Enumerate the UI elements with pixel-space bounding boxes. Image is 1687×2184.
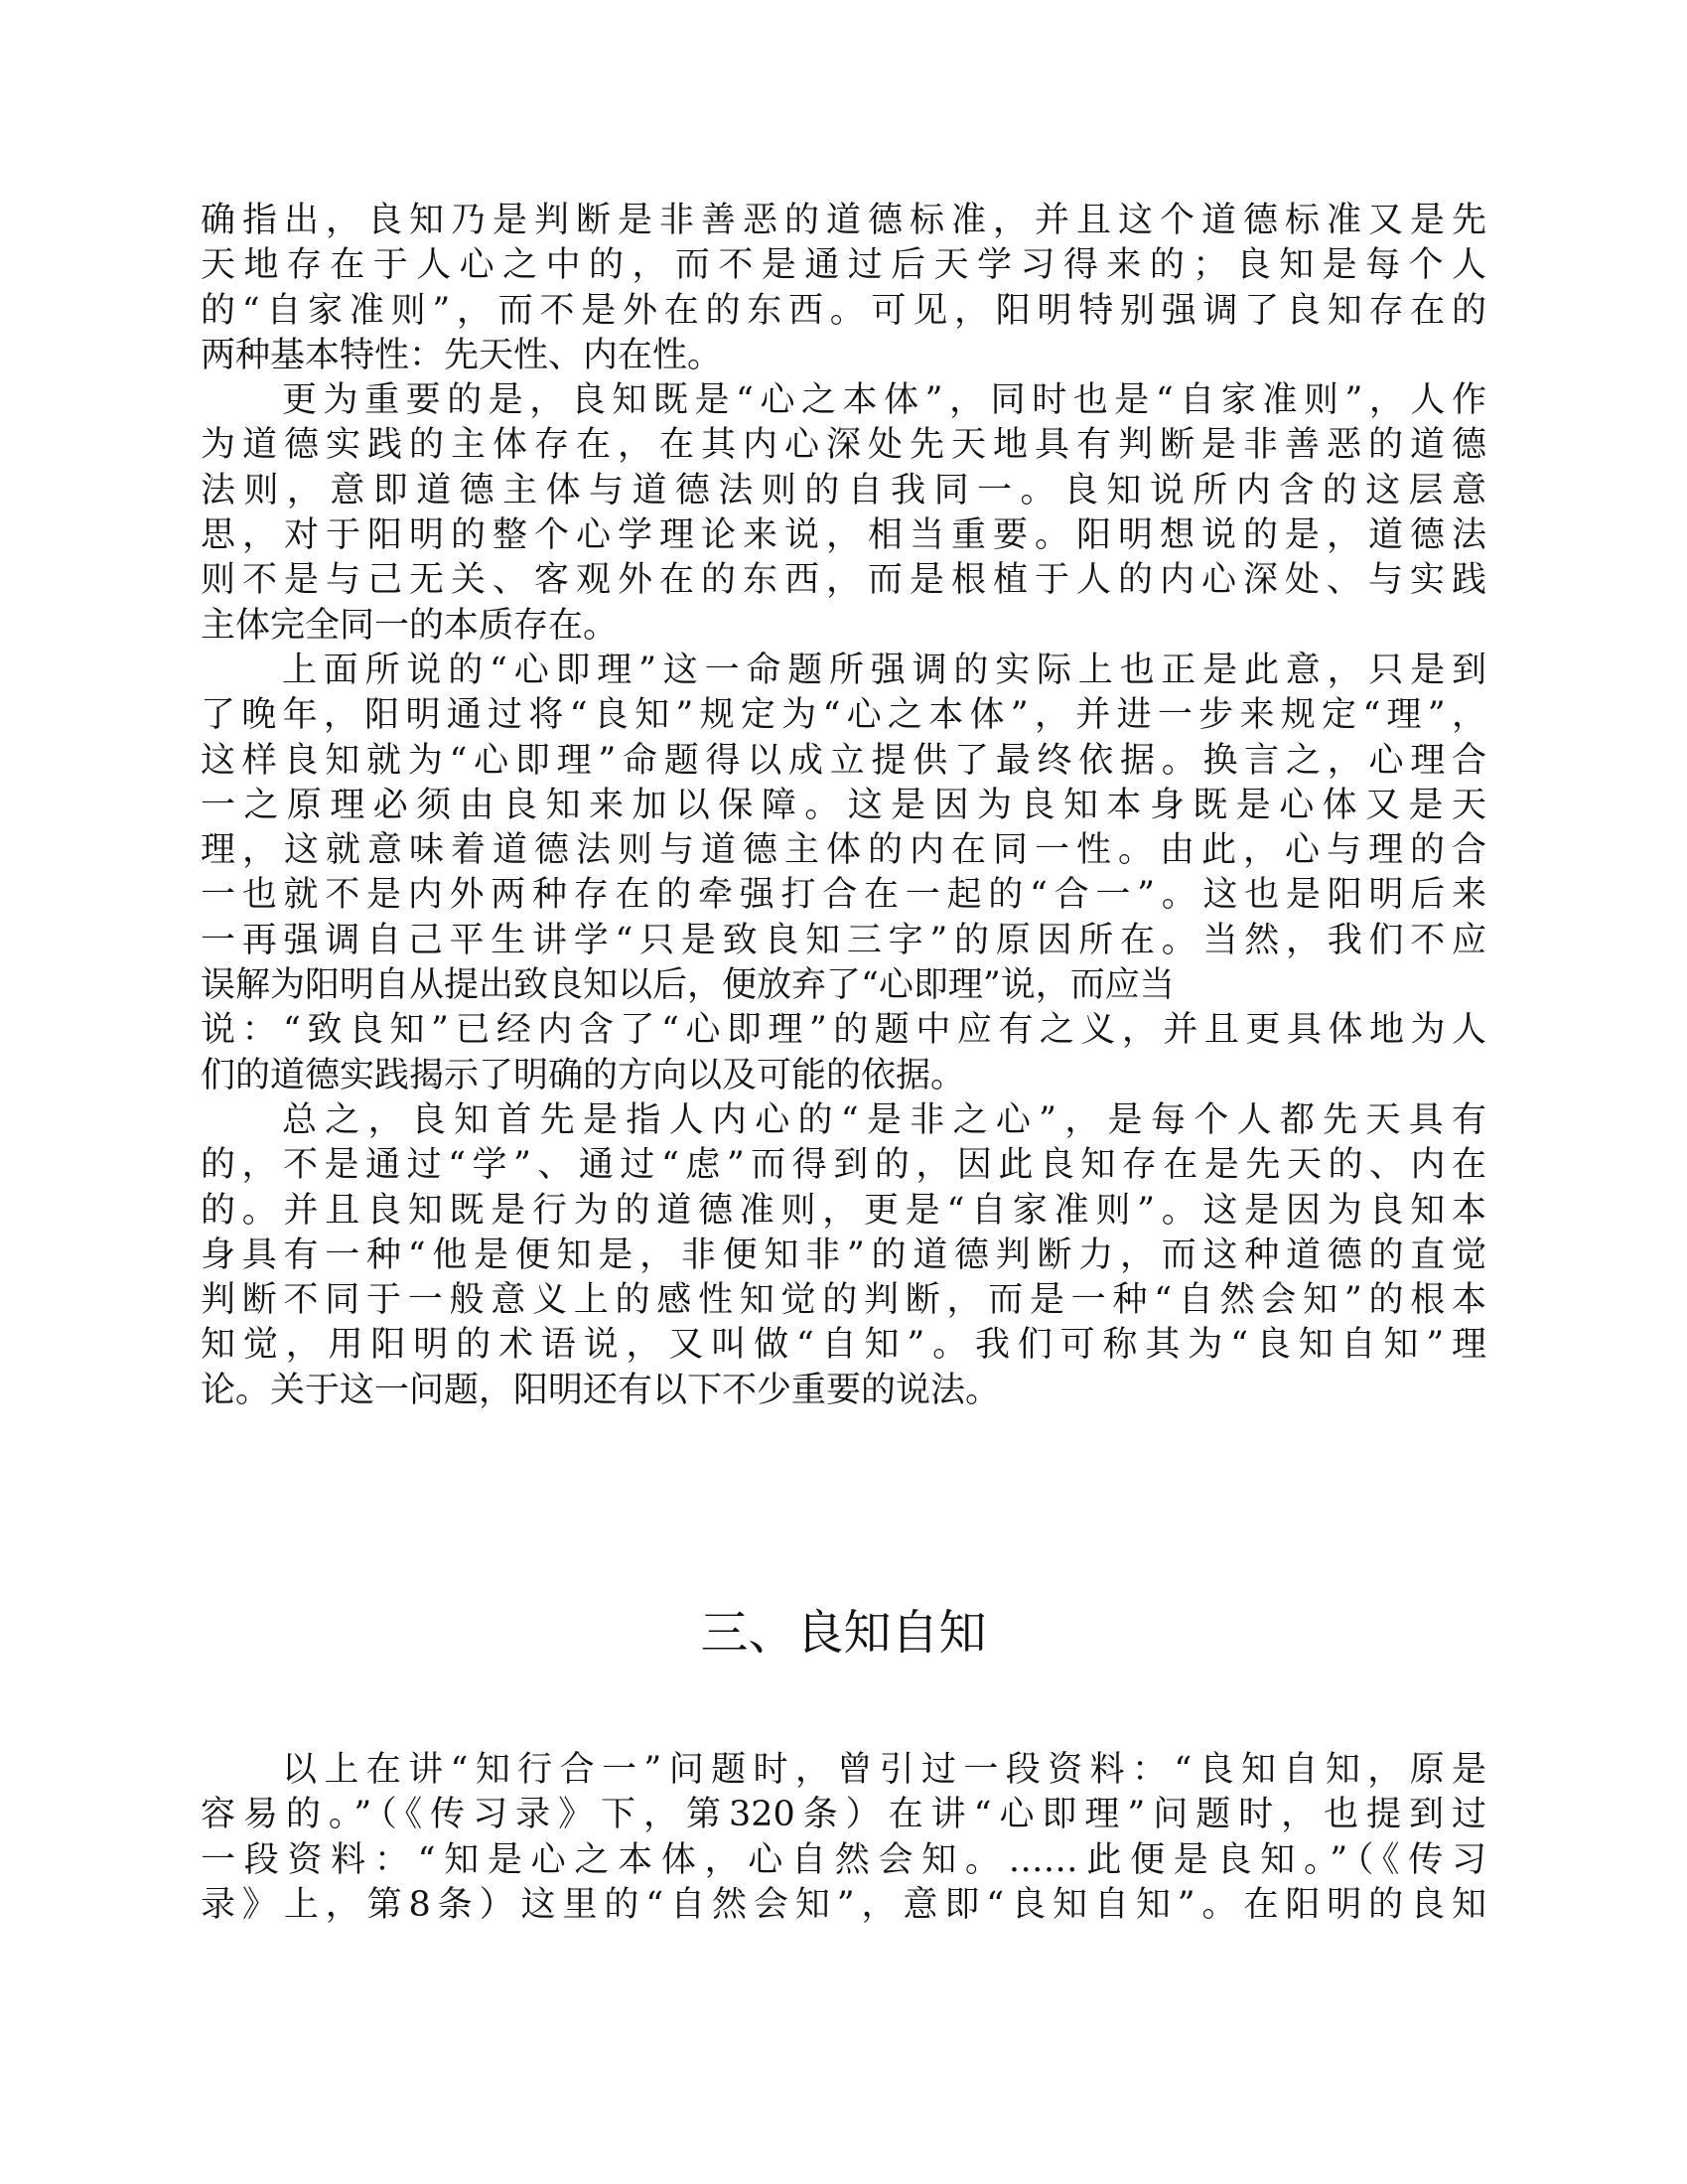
text-line: 思，对于阳明的整个心学理论来说，相当重要。阳明想说的是，道德法 (201, 515, 1486, 556)
text-line: 的“自家准则”，而不是外在的东西。可见，阳明特别强调了良知存在的 (201, 290, 1486, 331)
text-line: 一段资料：“知是心之本体，心自然会知。……此便是良知。”（《传习 (201, 1839, 1486, 1880)
text-line: 天地存在于人心之中的，而不是通过后天学习得来的；良知是每个人 (201, 245, 1486, 286)
text-line: 一也就不是内外两种存在的牵强打合在一起的“合一”。这也是阳明后来 (201, 875, 1486, 916)
paragraph-start-line: 上面所说的“心即理”这一命题所强调的实际上也正是此意，只是到 (282, 650, 1486, 690)
text-line: 误解为阳明自从提出致良知以后，便放弃了“心即理”说，而应当 (201, 965, 1175, 1006)
paragraph-start-line: 总之，良知首先是指人内心的“是非之心”，是每个人都先天具有 (282, 1099, 1486, 1140)
text-line: 主体完全同一的本质存在。 (201, 605, 619, 646)
text-line: 录》上，第8条）这里的“自然会知”，意即“良知自知”。在阳明的良知 (201, 1884, 1486, 1925)
text-line: 这样良知就为“心即理”命题得以成立提供了最终依据。换言之，心理合 (201, 740, 1486, 781)
text-line: 的，不是通过“学”、通过“虑”而得到的，因此良知存在是先天的、内在 (201, 1145, 1486, 1186)
text-line: 们的道德实践揭示了明确的方向以及可能的依据。 (201, 1055, 966, 1095)
section-heading: 三、良知自知 (700, 1605, 987, 1661)
text-line: 两种基本特性：先天性、内在性。 (201, 335, 723, 375)
text-line: 论。关于这一问题，阳明还有以下不少重要的说法。 (201, 1370, 1001, 1410)
text-line: 的。并且良知既是行为的道德准则，更是“自家准则”。这是因为良知本 (201, 1190, 1486, 1231)
text-line: 则不是与己无关、客观外在的东西，而是根植于人的内心深处、与实践 (201, 560, 1486, 601)
text-line: 理，这就意味着道德法则与道德主体的内在同一性。由此，心与理的合 (201, 830, 1486, 871)
text-line: 了晚年，阳明通过将“良知”规定为“心之本体”，并进一步来规定“理”， (201, 695, 1486, 736)
text-line: 说：“致良知”已经内含了“心即理”的题中应有之义，并且更具体地为人 (201, 1010, 1486, 1051)
text-line: 知觉，用阳明的术语说，又叫做“自知”。我们可称其为“良知自知”理 (201, 1325, 1486, 1366)
text-line: 身具有一种“他是便知是，非便知非”的道德判断力，而这种道德的直觉 (201, 1235, 1486, 1275)
text-line: 容易的。”（《传习录》下，第320条）在讲“心即理”问题时，也提到过 (201, 1795, 1486, 1835)
text-line: 一之原理必须由良知来加以保障。这是因为良知本身既是心体又是天 (201, 785, 1486, 825)
text-line: 为道德实践的主体存在，在其内心深处先天地具有判断是非善恶的道德 (201, 425, 1486, 466)
paragraph-start-line: 以上在讲“知行合一”问题时，曾引过一段资料：“良知自知，原是 (282, 1750, 1486, 1790)
text-line: 判断不同于一般意义上的感性知觉的判断，而是一种“自然会知”的根本 (201, 1280, 1486, 1321)
text-line: 确指出，良知乃是判断是非善恶的道德标准，并且这个道德标准又是先 (201, 201, 1486, 240)
body-text-section-1 (201, 199, 1486, 1413)
text-line: 法则，意即道德主体与道德法则的自我同一。良知说所内含的这层意 (201, 470, 1486, 510)
text-line: 一再强调自己平生讲学“只是致良知三字”的原因所在。当然，我们不应 (201, 920, 1486, 960)
paragraph-start-line: 更为重要的是，良知既是“心之本体”，同时也是“自家准则”，人作 (282, 380, 1486, 421)
body-text-section-2 (201, 1748, 1486, 1928)
